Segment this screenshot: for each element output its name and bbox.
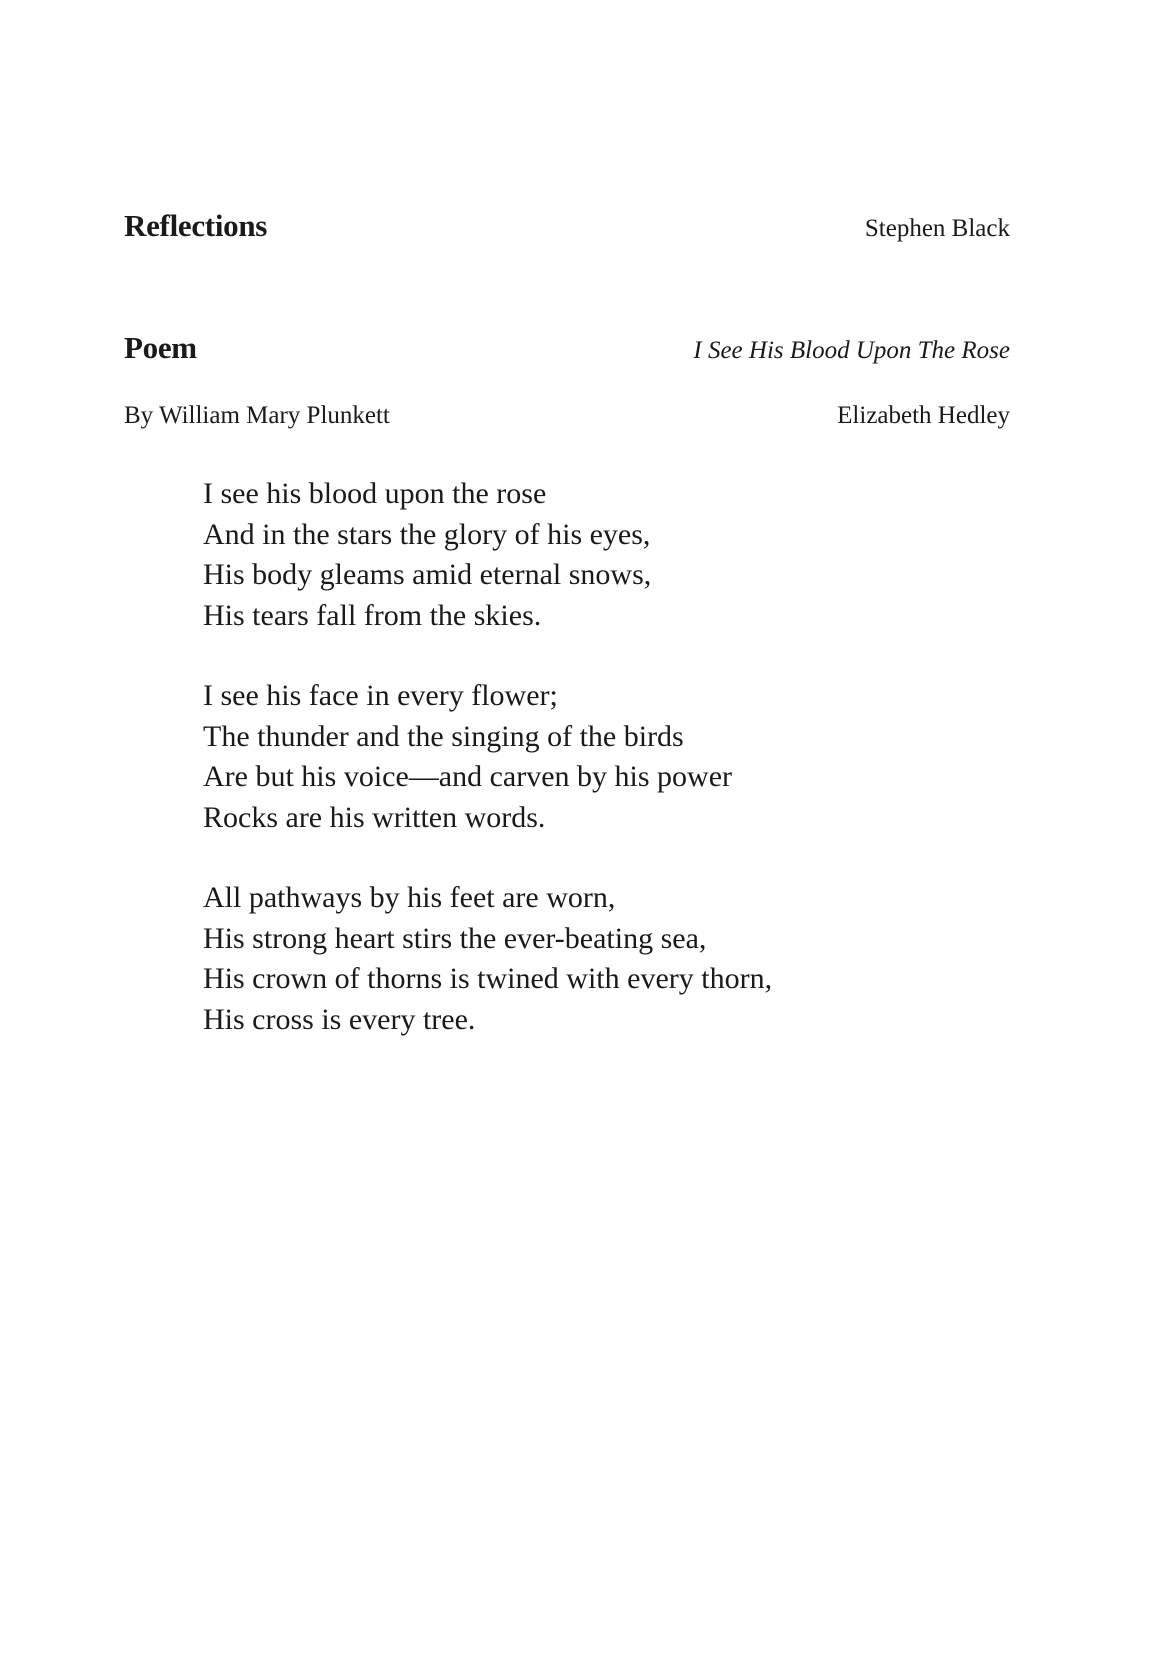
poem-line: And in the stars the glory of his eyes, [203,517,651,551]
poem-line: Are but his voice—and carven by his power [203,760,733,793]
section-title: Reflections [124,208,268,243]
poem-byline-row [124,402,1010,430]
stanza-1 [203,474,1003,636]
poem-line: His tears fall from the skies. [203,598,542,632]
poem-title: I See His Blood Upon The Rose [693,337,1010,364]
poem-line: His cross is every tree. [203,1002,476,1036]
stanza-2 [203,676,1003,838]
reflections-header [124,208,1010,244]
poem-body [203,474,1003,1080]
poem-line: I see his blood upon the rose [203,477,547,510]
poem-line: His body gleams amid eternal snows, [203,558,652,591]
poem-contributor: Elizabeth Hedley [837,402,1010,429]
poem-line: His strong heart stirs the ever-beating sea, [203,921,707,955]
poem-byline: By William Mary Plunkett [124,402,390,429]
section-author: Stephen Black [864,215,1010,242]
poem-line: The thunder and the singing of the birds [203,719,684,753]
poem-line: I see his face in every flower; [203,679,558,712]
poem-line: His crown of thorns is twined with every thorn, [203,962,773,995]
poem-header [124,330,1010,366]
poem-label: Poem [124,330,197,365]
poem-line: Rocks are his written words. [203,800,546,834]
poem-line: All pathways by his feet are worn, [203,881,616,914]
stanza-3 [203,878,1003,1040]
